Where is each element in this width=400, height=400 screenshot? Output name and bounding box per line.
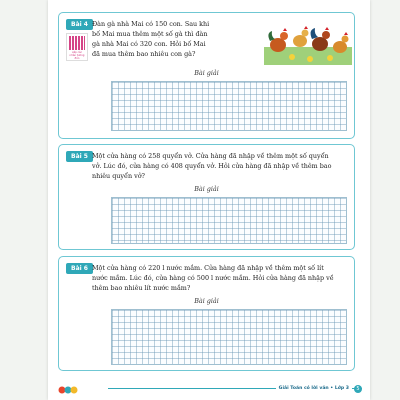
- answer-label: Bài giải: [194, 297, 219, 305]
- qr-code-icon[interactable]: [66, 33, 88, 61]
- chicken-icon: [293, 26, 309, 47]
- problem-text-line: gà nhà Mai có 320 con. Hỏi bố Mai: [92, 40, 206, 48]
- problem-text-line: đã mua thêm bao nhiêu con gà?: [92, 50, 196, 58]
- page-number: 5: [354, 385, 362, 393]
- qr-pattern: [69, 36, 85, 50]
- problem-label: Bài 5: [66, 151, 93, 162]
- qr-caption-line: xếp các: [71, 51, 83, 54]
- problem-text: [92, 19, 262, 59]
- problem-card-5: [58, 144, 355, 250]
- problem-text-line: Đàn gà nhà Mai có 150 con. Sau khi: [92, 20, 210, 28]
- answer-grid[interactable]: [111, 81, 347, 131]
- problem-card-4: [58, 12, 355, 139]
- answer-grid[interactable]: [111, 197, 347, 244]
- problem-text: [92, 151, 348, 181]
- problem-text-line: nước mắm. Lúc đó, cửa hàng có 500 l nước mắm. Hỏi cửa hàng đã nhập về: [92, 274, 334, 282]
- problem-text-line: thêm bao nhiêu lít nước mắm?: [92, 284, 191, 292]
- problem-text-line: bố Mai mua thêm một số gà thì đàn: [92, 30, 208, 38]
- book-title: Giải Toán có lời văn • Lớp 3: [276, 385, 352, 392]
- publisher-logo-icon: [58, 385, 78, 395]
- answer-label: Bài giải: [194, 69, 219, 77]
- problem-card-6: [58, 256, 355, 371]
- qr-caption: [67, 51, 87, 60]
- problem-text-line: nhiêu quyển vở?: [92, 172, 145, 180]
- qr-caption-line: nhân tương đồn: [69, 54, 85, 60]
- problem-text: [92, 263, 348, 293]
- problem-label: Bài 6: [66, 263, 93, 274]
- problem-text-line: vở. Lúc đó, cửa hàng có 408 quyển vở. Hỏi cửa hàng đã nhập về thêm bao: [92, 162, 332, 170]
- problem-label: Bài 4: [66, 19, 93, 30]
- answer-grid[interactable]: [111, 309, 347, 365]
- chickens-illustration: [264, 19, 352, 65]
- worksheet-page: [48, 0, 370, 400]
- problem-text-line: Một cửa hàng có 258 quyển vở. Cửa hàng đã nhập về thêm một số quyển: [92, 152, 329, 160]
- answer-label: Bài giải: [194, 185, 219, 193]
- problem-text-line: Một cửa hàng có 220 l nước mắm. Cửa hàng đã nhập về thêm một số lít: [92, 264, 324, 272]
